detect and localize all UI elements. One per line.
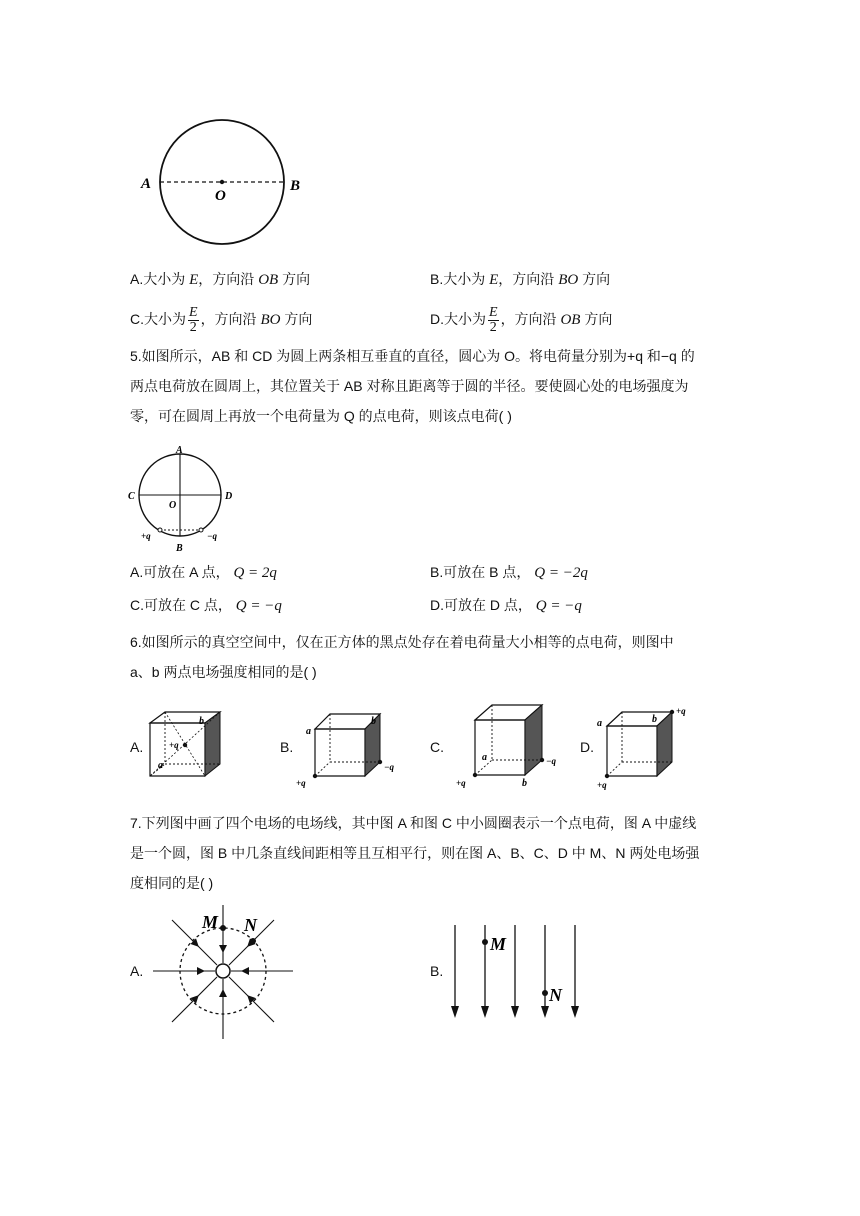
q6-label-c: C. [430,739,444,755]
q6a-pq: +q [169,740,179,750]
q6-question-text: 6.如图所示的真空空间中，仅在正方体的黑点处存在着电荷量大小相等的点电荷，则图中 a、b 两点电场强度相同的是( ) [130,634,674,680]
q6-cube-a [145,708,225,784]
q6d-a: a [597,718,602,729]
q6a-a: a [158,760,163,771]
q6-cube-d [595,704,695,792]
q6a-b: b [199,716,204,727]
q6c-b: b [522,778,527,788]
q5-label-pq: +q [141,531,151,541]
q7a-N: N [244,915,257,935]
q5-label-C: C [128,491,135,502]
q5-question-text: 5.如图所示，AB 和 CD 为圆上两条相互垂直的直径，圆心为 O。将电荷量分别为+q 和−q 的 两点电荷放在圆周上，其位置关于 AB 对称且距离等于圆的半径。要使圆心处的电场强度为 零，可在圆周上再放一个电荷量为 Q 的点电荷，则该点电荷( ) [130,348,695,424]
q6-cube-b [295,704,410,788]
q7-label-b: B. [430,963,444,979]
q6-cube-c [450,700,565,788]
q6-label-d: D. [580,739,594,755]
q5-label-B: B [176,543,183,554]
q5-label-O: O [169,500,177,511]
q6d-pq-2: +q [597,780,607,790]
q6-label-a: A. [130,739,144,755]
q5-option-c: C.可放在 C 点， Q = −q [130,597,282,614]
q6b-nq: −q [384,762,394,772]
q5-label-D: D [225,491,233,502]
q7a-M: M [202,912,219,932]
q5-option-a: A.可放在 A 点， Q = 2q [130,564,277,581]
q5-option-b: B.可放在 B 点， Q = −2q [430,564,588,581]
q4-label-B: B [290,178,301,194]
q5-option-d: D.可放在 D 点， Q = −q [430,597,582,614]
q6d-pq: +q [676,706,686,716]
q6c-a: a [482,752,487,763]
q6b-a: a [306,726,311,737]
q7-question-text: 7.下列图中画了四个电场的电场线，其中图 A 和图 C 中小圆圈表示一个点电荷，图 A 中虚线 是一个圆，图 B 中几条直线间距相等且互相平行，则在图 A、B、C、D 中 M、N 两处电场强 度相同的是( ) [130,815,700,891]
q6d-b: b [652,714,657,725]
q6b-pq: +q [296,778,306,788]
q6-label-b: B. [280,739,294,755]
q7b-N: N [549,985,562,1005]
q7-figure-a [148,905,298,1041]
q6b-b: b [371,716,376,727]
q4-option-d: D.大小为 $\frac{E}{2}$ ，方向沿 OB 方向 [430,304,613,335]
q5-circle-figure [125,444,245,556]
q6c-pq: +q [456,778,466,788]
q4-option-a: A.大小为 E，方向沿 OB 方向 [130,271,311,288]
q7-figure-b [445,920,590,1022]
q4-option-b: B.大小为 E，方向沿 BO 方向 [430,271,611,288]
q7b-M: M [490,934,507,954]
q4-label-A: A [141,176,152,192]
q4-option-c: C.大小为 $\frac{E}{2}$ ，方向沿 BO 方向 [130,304,313,335]
q4-circle-figure [135,112,310,252]
q5-label-nq: −q [207,531,217,541]
q4-label-O: O [215,188,226,204]
q7-label-a: A. [130,963,144,979]
q6c-nq: −q [546,756,556,766]
q5-label-A: A [176,445,183,456]
